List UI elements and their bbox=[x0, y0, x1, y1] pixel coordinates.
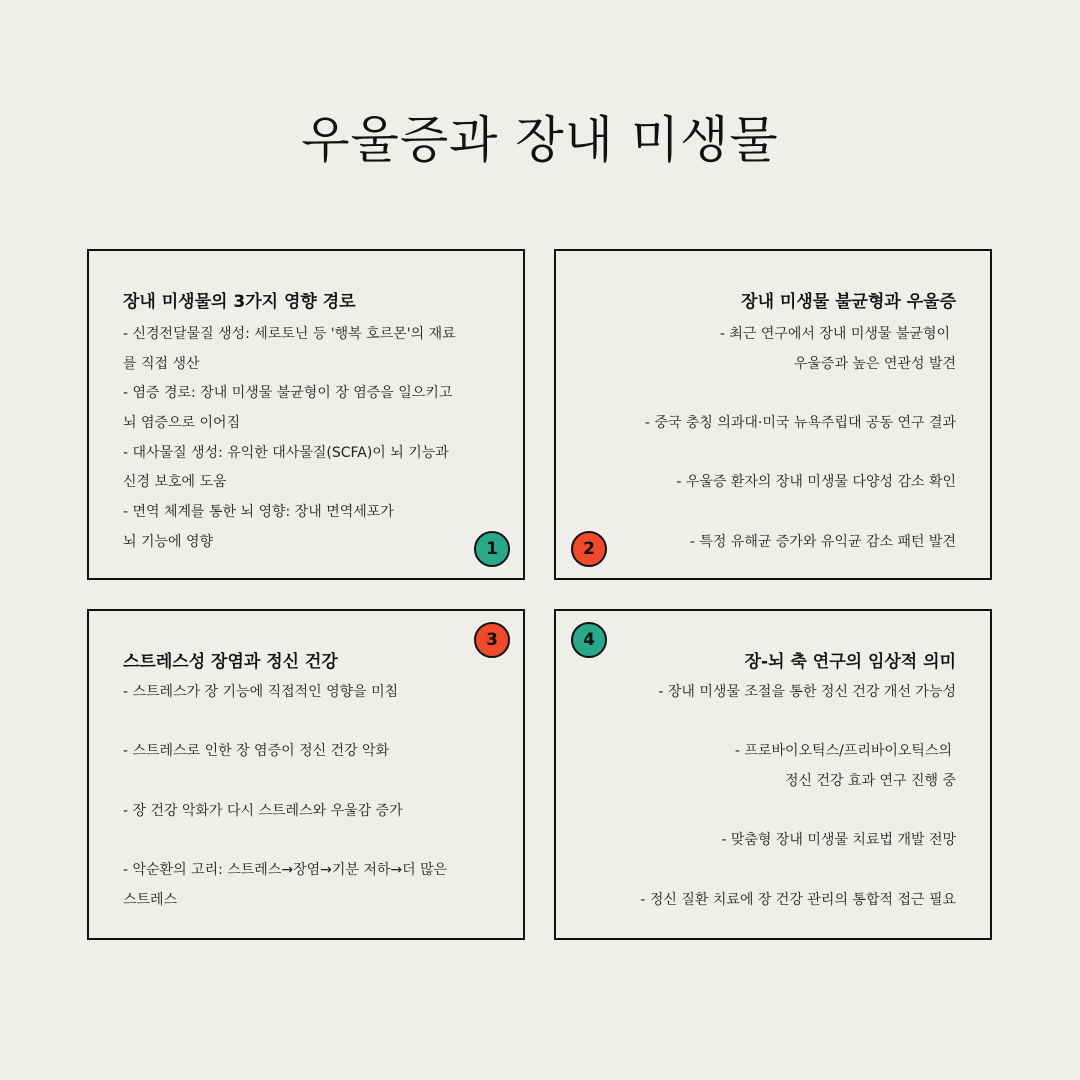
card-title: 장-뇌 축 연구의 임상적 의미 bbox=[744, 652, 956, 672]
card-text-line: - 중국 충칭 의과대·미국 뉴욕주립대 공동 연구 결과 bbox=[644, 415, 956, 431]
card-text-line: 뇌 기능에 영향 bbox=[123, 534, 214, 550]
card-text-line: - 염증 경로: 장내 미생물 불균형이 장 염증을 일으키고 bbox=[123, 385, 453, 401]
card-imbalance-depression bbox=[554, 249, 992, 580]
card-text-line: 정신 건강 효과 연구 진행 중 bbox=[784, 773, 956, 789]
card-text-line: - 면역 체계를 통한 뇌 영향: 장내 면역세포가 bbox=[123, 504, 394, 520]
card-title: 스트레스성 장염과 정신 건강 bbox=[123, 652, 338, 672]
number-badge: 4 bbox=[571, 622, 607, 658]
card-text-line: - 장내 미생물 조절을 통한 정신 건강 개선 가능성 bbox=[658, 684, 956, 700]
card-text-line: - 정신 질환 치료에 장 건강 관리의 통합적 접근 필요 bbox=[640, 892, 956, 908]
card-text-line: 뇌 염증으로 이어짐 bbox=[123, 415, 241, 431]
number-badge: 1 bbox=[474, 531, 510, 567]
card-text-line: - 최근 연구에서 장내 미생물 불균형이 bbox=[719, 326, 950, 342]
card-text-line: 우울증과 높은 연관성 발견 bbox=[793, 356, 956, 372]
card-text-line: - 대사물질 생성: 유익한 대사물질(SCFA)이 뇌 기능과 bbox=[123, 445, 449, 461]
card-title: 장내 미생물 불균형과 우울증 bbox=[741, 292, 956, 312]
card-text-line: - 프로바이오틱스/프리바이오틱스의 bbox=[734, 743, 952, 759]
card-text-line: - 맞춤형 장내 미생물 치료법 개발 전망 bbox=[721, 832, 956, 848]
card-text-line: - 우울증 환자의 장내 미생물 다양성 감소 확인 bbox=[676, 474, 956, 490]
card-text-line: 를 직접 생산 bbox=[123, 356, 200, 372]
card-stress-enteritis bbox=[87, 609, 525, 940]
card-text-line: - 스트레스가 장 기능에 직접적인 영향을 미침 bbox=[123, 684, 399, 700]
number-badge: 3 bbox=[474, 622, 510, 658]
page-title: 우울증과 장내 미생물 bbox=[301, 111, 779, 169]
card-title: 장내 미생물의 3가지 영향 경로 bbox=[123, 292, 356, 312]
card-text-line: 신경 보호에 도움 bbox=[123, 474, 227, 490]
card-gut-brain-axis bbox=[554, 609, 992, 940]
card-text-line: 스트레스 bbox=[123, 892, 178, 908]
card-text-line: - 신경전달물질 생성: 세로토닌 등 '행복 호르몬'의 재료 bbox=[123, 326, 456, 342]
card-text-line: - 장 건강 악화가 다시 스트레스와 우울감 증가 bbox=[123, 803, 403, 819]
card-text-line: - 특정 유해균 증가와 유익균 감소 패턴 발견 bbox=[689, 534, 956, 550]
card-text-line: - 스트레스로 인한 장 염증이 정신 건강 악화 bbox=[123, 743, 390, 759]
card-text-line: - 악순환의 고리: 스트레스→장염→기분 저하→더 많은 bbox=[123, 862, 448, 878]
card-influence-pathways bbox=[87, 249, 525, 580]
number-badge: 2 bbox=[571, 531, 607, 567]
